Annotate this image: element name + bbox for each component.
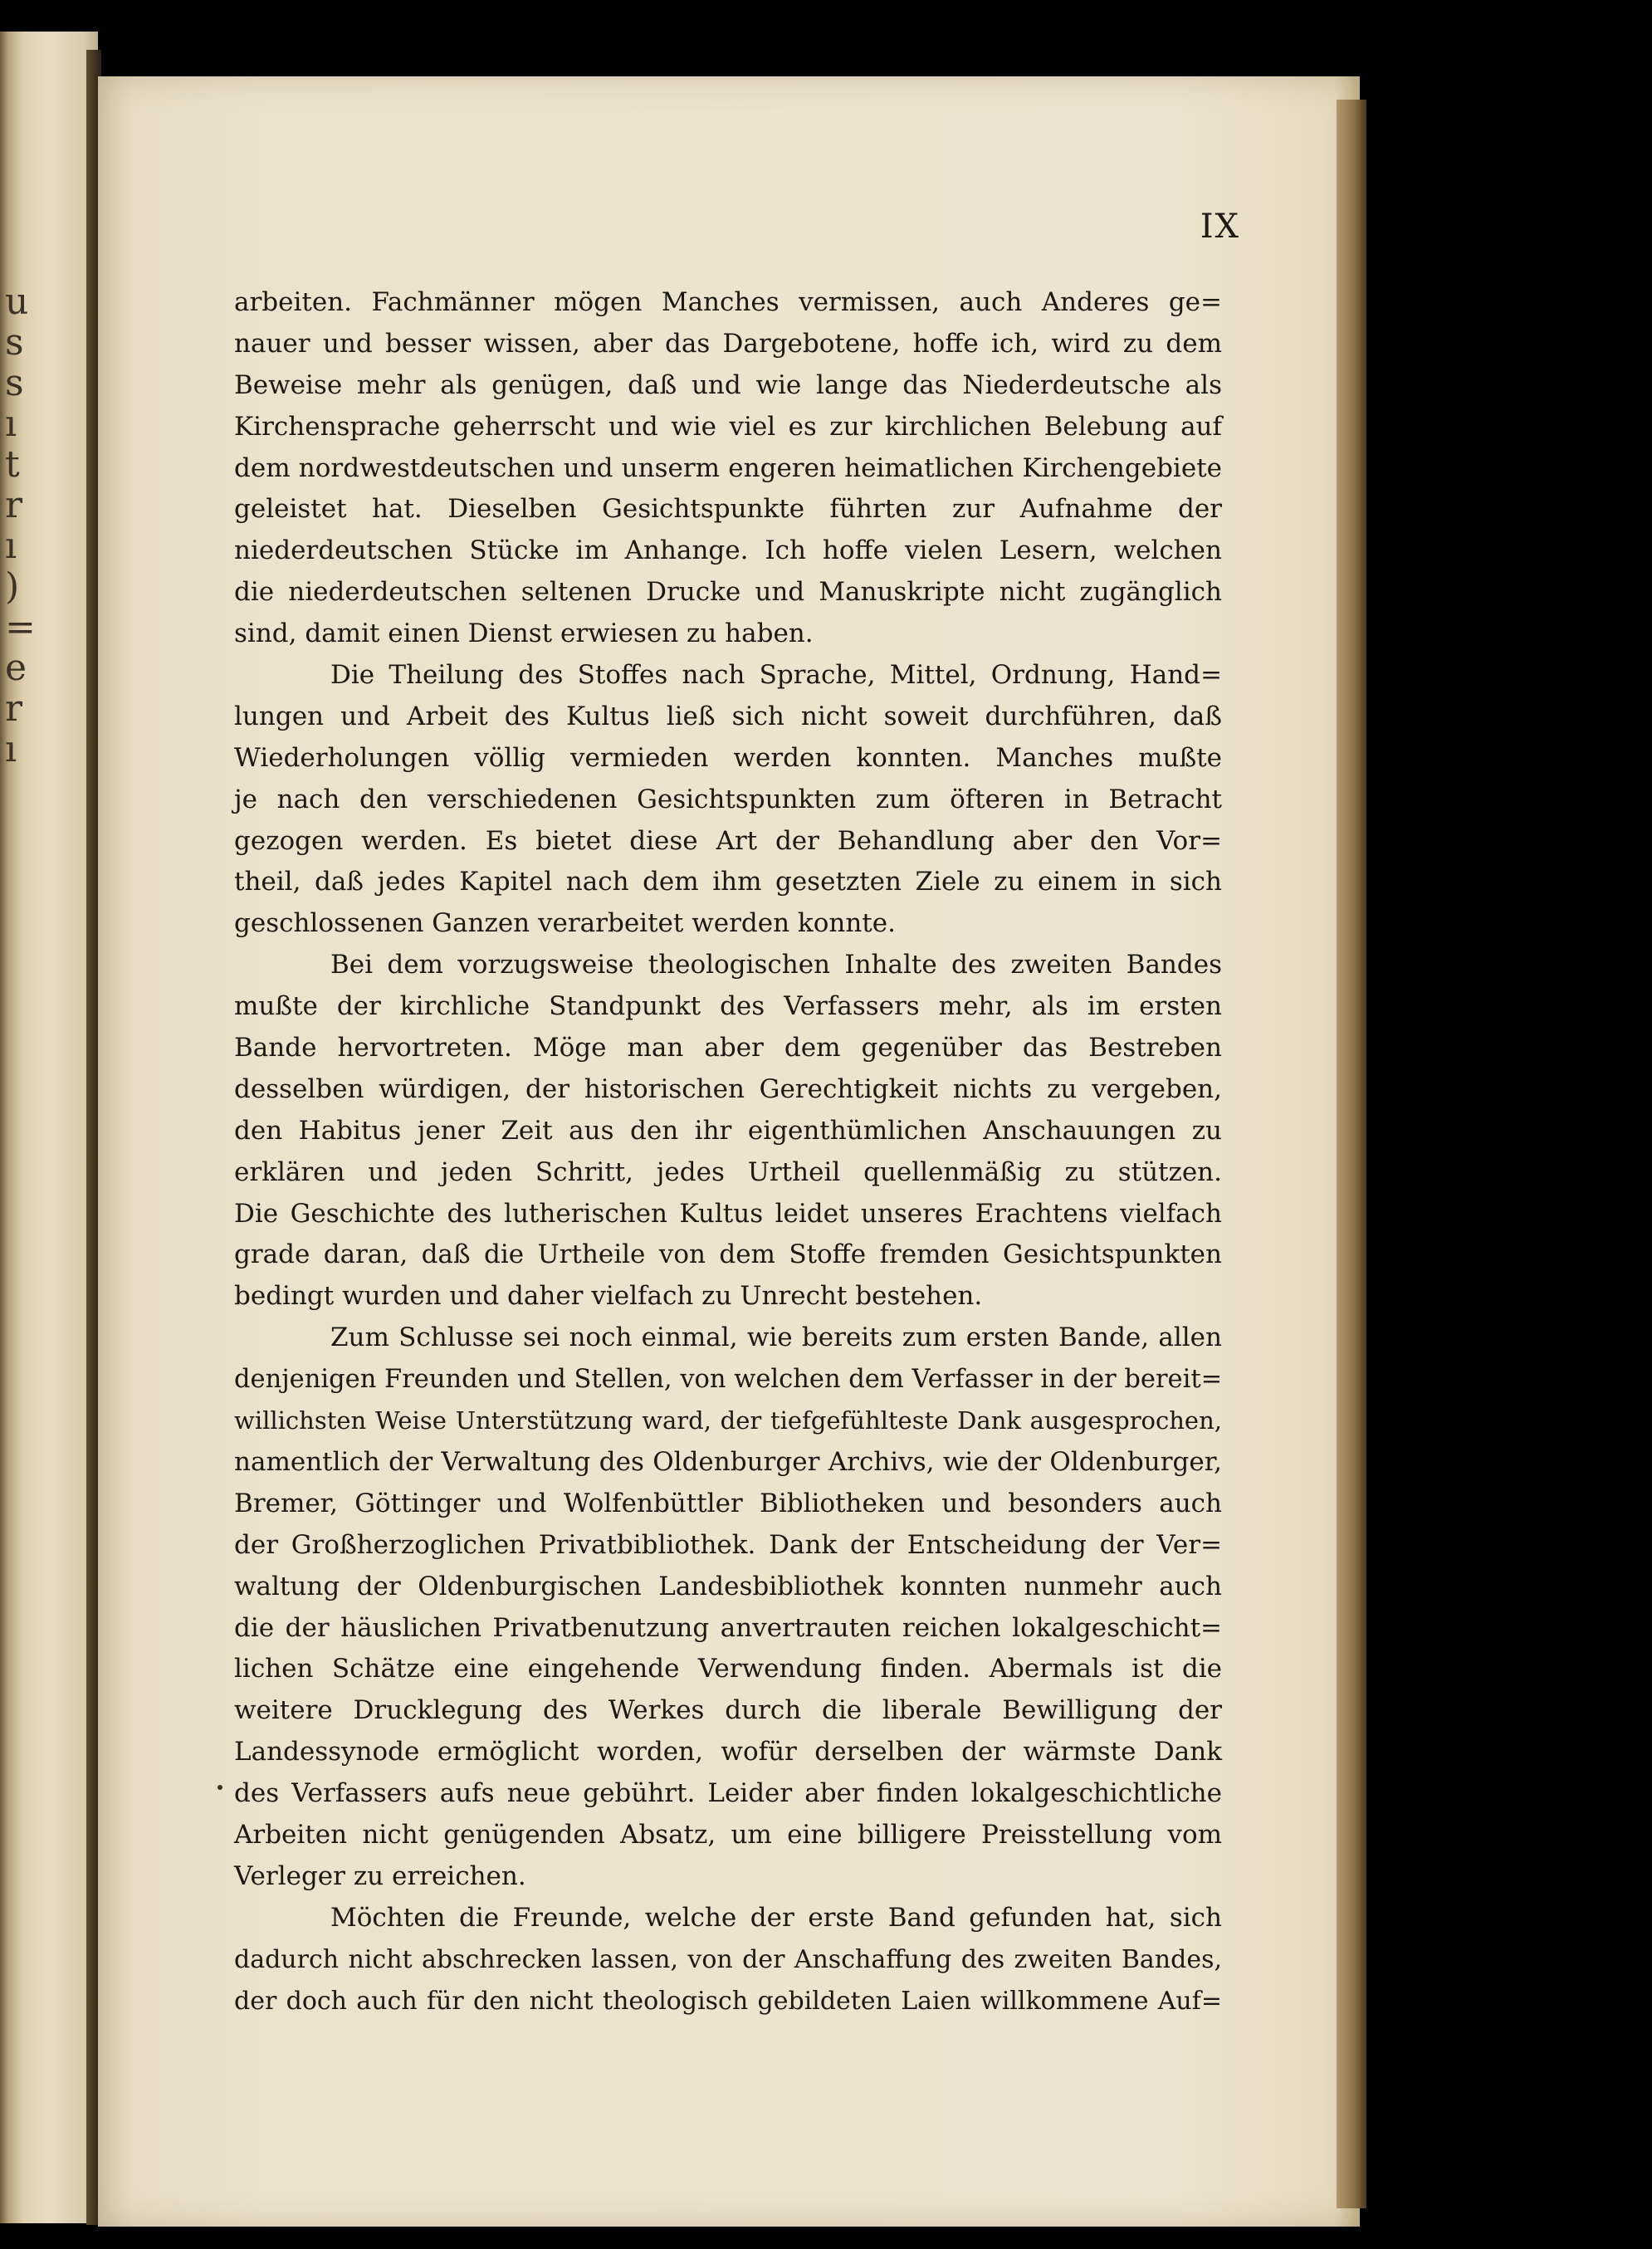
text-line: des Verfassers aufs neue gebührt. Leider aber finden lokalgeschichtliche bbox=[234, 1778, 1222, 1809]
text-line: Wiederholungen völlig vermieden werden konnten. Manches mußte bbox=[234, 742, 1222, 773]
text-line: dem nordwestdeutschen und unserm engeren heimatlichen Kirchengebiete bbox=[234, 452, 1222, 483]
text-line: der doch auch für den nicht theologisch gebildeten Laien willkommene Auf= bbox=[234, 1986, 1222, 2016]
page-number: IX bbox=[1200, 208, 1240, 246]
text-line: Die Theilung des Stoffes nach Sprache, Mittel, Ordnung, Hand= bbox=[330, 660, 1222, 691]
text-line: Die Geschichte des lutherischen Kultus leidet unseres Erachtens vielfach bbox=[234, 1198, 1222, 1229]
text-line: waltung der Oldenburgischen Landesbibliothek konnten nunmehr auch bbox=[234, 1571, 1222, 1601]
previous-page-fragment: = bbox=[5, 606, 36, 648]
previous-page-fragment: t bbox=[5, 443, 20, 486]
text-line: der Großherzoglichen Privatbibliothek. Dank der Entscheidung der Ver= bbox=[234, 1529, 1222, 1560]
text-line: die niederdeutschen seltenen Drucke und Manuskripte nicht zugänglich bbox=[234, 577, 1222, 608]
text-line: Verleger zu erreichen. bbox=[234, 1860, 526, 1891]
text-line: sind, damit einen Dienst erwiesen zu haben. bbox=[234, 618, 814, 649]
text-line: Kirchensprache geherrscht und wie viel es zur kirchlichen Belebung auf bbox=[234, 411, 1222, 442]
text-line: die der häuslichen Privatbenutzung anvertrauten reichen lokalgeschicht= bbox=[234, 1612, 1222, 1643]
previous-page-fragment: r bbox=[5, 687, 23, 730]
text-line: den Habitus jener Zeit aus den ihr eigenthümlichen Anschauungen zu bbox=[234, 1115, 1222, 1146]
text-line: weitere Drucklegung des Werkes durch die liberale Bewilligung der bbox=[234, 1695, 1222, 1726]
text-line: theil, daß jedes Kapitel nach dem ihm gesetzten Ziele zu einem in sich bbox=[234, 867, 1222, 897]
text-line: niederdeutschen Stücke im Anhange. Ich hoffe vielen Lesern, welchen bbox=[234, 535, 1222, 566]
text-line: Beweise mehr als genügen, daß und wie lange das Niederdeutsche als bbox=[234, 369, 1222, 400]
text-line: erklären und jeden Schritt, jedes Urtheil quellenmäßig zu stützen. bbox=[234, 1156, 1222, 1187]
text-line: Landessynode ermöglicht worden, wofür derselben der wärmste Dank bbox=[234, 1737, 1222, 1767]
text-line: grade daran, daß die Urtheile von dem Stoffe fremden Gesichtspunkten bbox=[234, 1239, 1222, 1270]
text-line: dadurch nicht abschrecken lassen, von der Anschaffung des zweiten Bandes, bbox=[234, 1944, 1222, 1974]
text-line: Zum Schlusse sei noch einmal, wie bereits zum ersten Bande, allen bbox=[330, 1323, 1222, 1353]
previous-page-edge bbox=[0, 32, 98, 2223]
previous-page-fragment: s bbox=[5, 321, 24, 364]
text-line: gezogen werden. Es bietet diese Art der Behandlung aber den Vor= bbox=[234, 825, 1222, 856]
page-edge-shadow bbox=[1337, 100, 1366, 2208]
page-body-text bbox=[234, 282, 1222, 2022]
text-line: Bande hervortreten. Möge man aber dem gegenüber das Bestreben bbox=[234, 1033, 1222, 1063]
text-line: bedingt wurden und daher vielfach zu Unrecht bestehen. bbox=[234, 1281, 983, 1312]
text-line: geleistet hat. Dieselben Gesichtspunkte führten zur Aufnahme der bbox=[234, 494, 1222, 525]
text-line: Bremer, Göttinger und Wolfenbüttler Bibliotheken und besonders auch bbox=[234, 1488, 1222, 1518]
previous-page-fragment: ı bbox=[5, 728, 17, 770]
text-line: denjenigen Freunden und Stellen, von welchen dem Verfasser in der bereit= bbox=[234, 1365, 1223, 1395]
previous-page-fragment: ı bbox=[5, 403, 17, 445]
previous-page-fragment: e bbox=[5, 647, 27, 689]
text-line: je nach den verschiedenen Gesichtspunkten zum öfteren in Betracht bbox=[234, 784, 1222, 814]
previous-page-fragment: r bbox=[5, 484, 23, 526]
text-line: desselben würdigen, der historischen Gerechtigkeit nichts zu vergeben, bbox=[234, 1073, 1222, 1104]
text-line: mußte der kirchliche Standpunkt des Verfassers mehr, als im ersten bbox=[234, 991, 1222, 1022]
previous-page-fragment: u bbox=[5, 281, 29, 323]
previous-page-fragment: s bbox=[5, 362, 24, 404]
text-line: arbeiten. Fachmänner mögen Manches vermissen, auch Anderes ge= bbox=[234, 287, 1222, 317]
text-line: namentlich der Verwaltung des Oldenburger Archivs, wie der Oldenburger, bbox=[234, 1446, 1222, 1477]
text-line: Arbeiten nicht genügenden Absatz, um eine billigere Preisstellung vom bbox=[234, 1819, 1222, 1850]
text-line: lichen Schätze eine eingehende Verwendung finden. Abermals ist die bbox=[234, 1654, 1222, 1684]
text-line: nauer und besser wissen, aber das Dargebotene, hoffe ich, wird zu dem bbox=[234, 328, 1222, 359]
text-line: Möchten die Freunde, welche der erste Band gefunden hat, sich bbox=[330, 1902, 1222, 1933]
previous-page-fragment: ı bbox=[5, 525, 17, 567]
text-line: lungen und Arbeit des Kultus ließ sich nicht soweit durchführen, daß bbox=[234, 701, 1222, 731]
text-line: Bei dem vorzugsweise theologischen Inhalte des zweiten Bandes bbox=[330, 950, 1222, 980]
margin-mark bbox=[217, 1785, 222, 1790]
text-line: geschlossenen Ganzen verarbeitet werden konnte. bbox=[234, 908, 896, 939]
text-line: willichsten Weise Unterstützung ward, der tiefgefühlteste Dank ausgesprochen, bbox=[234, 1406, 1222, 1435]
previous-page-fragment: ) bbox=[5, 565, 20, 608]
